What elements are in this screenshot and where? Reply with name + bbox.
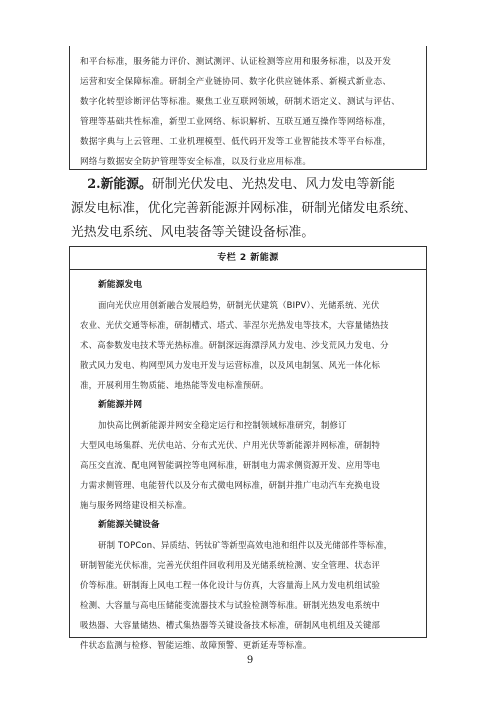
box-line: 检测、大容量与高电压储能变流器技术与试验检测等标准。研制光热发电系统中 xyxy=(80,600,381,610)
top-box-line: 运营和安全保障标准。研制全产业链协同、数字化供应链体系、新模式新业态、 xyxy=(80,77,392,87)
top-box-line: 数据字典与上云管理、工业机理模型、低代码开发等工业智能技术等平台标准， xyxy=(80,137,392,147)
box-line: 价等标准。研制海上风电工程一体化设计与仿真，大容量海上风力发电机组试验 xyxy=(80,580,381,590)
top-box-line: 和平台标准，服务能力评价、测试测评、认证检测等应用和服务标准，以及开发 xyxy=(80,57,392,67)
section-new-energy xyxy=(71,173,429,245)
box-line: 面向光伏应用创新融合发展趋势，研制光伏建筑（BIPV）、光储系统、光伏 xyxy=(98,300,380,310)
box-line: 高压交直流、配电网智能调控等电网标准，研制电力需求侧资源开发、应用等电 xyxy=(80,460,381,470)
top-box-line: 数字化转型诊断评估等标准。聚焦工业互联网领域，研制术语定义、测试与评估、 xyxy=(80,97,401,107)
top-box-line: 网络与数据安全防护管理等安全标准，以及行业应用标准。 xyxy=(80,157,312,167)
page-number: 9 xyxy=(246,655,254,666)
box-line: 散式风力发电、构网型风力发电开发与运营标准，以及风电制氢、风光一体化标 xyxy=(80,360,381,370)
box-line: 加快高比例新能源并网安全稳定运行和控制领域标准研究，制修订 xyxy=(98,420,347,430)
box-line: 术、高参数发电技术等光热标准。研制深远海漂浮风力发电、沙戈荒风力发电、分 xyxy=(80,340,389,350)
column-box-body xyxy=(70,270,426,655)
box-line: 准，开展利用生物质能、地热能等发电标准预研。 xyxy=(80,380,269,390)
section-line: 光热发电系统、风电装备等关键设备标准。 xyxy=(71,225,315,240)
section-line xyxy=(71,173,429,197)
box-line: 力需求侧管理、电能替代以及分布式微电网标准，研制并推广电动汽车充换电设 xyxy=(80,480,381,490)
box-line: 件状态监测与检修、智能运维、故障预警、更新延寿等标准。 xyxy=(80,640,312,650)
column-box-new-energy xyxy=(69,246,427,650)
column-box-title: 专栏 2 新能源 xyxy=(70,247,426,270)
section-line-text: 研制光伏发电、光热发电、风力发电等新能 xyxy=(151,177,395,192)
subtitle-equipment: 新能源关键设备 xyxy=(98,520,160,530)
box-line: 施与服务网络建设相关标准。 xyxy=(80,500,192,510)
box-line: 研制 TOPCon、异质结、钙钛矿等新型高效电池和组件以及光储部件等标准， xyxy=(98,540,393,550)
section-heading: 2.新能源。 xyxy=(87,177,152,192)
subtitle-grid: 新能源并网 xyxy=(98,400,142,410)
section-line: 源发电标准，优化完善新能源并网标准，研制光储发电系统、 xyxy=(71,201,417,216)
box-line: 农业、光伏交通等标准，研制槽式、塔式、菲涅尔光热发电等技术，大容量储热技 xyxy=(80,320,389,330)
box-line: 研制智能光伏标准，完善光伏组件回收利用及光储系统检测、安全管理、状态评 xyxy=(80,560,381,570)
subtitle-generation: 新能源发电 xyxy=(98,280,142,290)
box-line: 吸热器、大容量储热、槽式集热器等关键设备技术标准，研制风电机组及关键部 xyxy=(80,620,381,630)
top-box-line: 管理等基础共性标准，新型工业网络、标识解析、互联互通互操作等网络标准， xyxy=(80,117,392,127)
box-line: 大型风电场集群、光伏电站、分布式光伏、户用光伏等新能源并网标准，研制特 xyxy=(80,440,381,450)
top-text-box xyxy=(69,46,427,170)
